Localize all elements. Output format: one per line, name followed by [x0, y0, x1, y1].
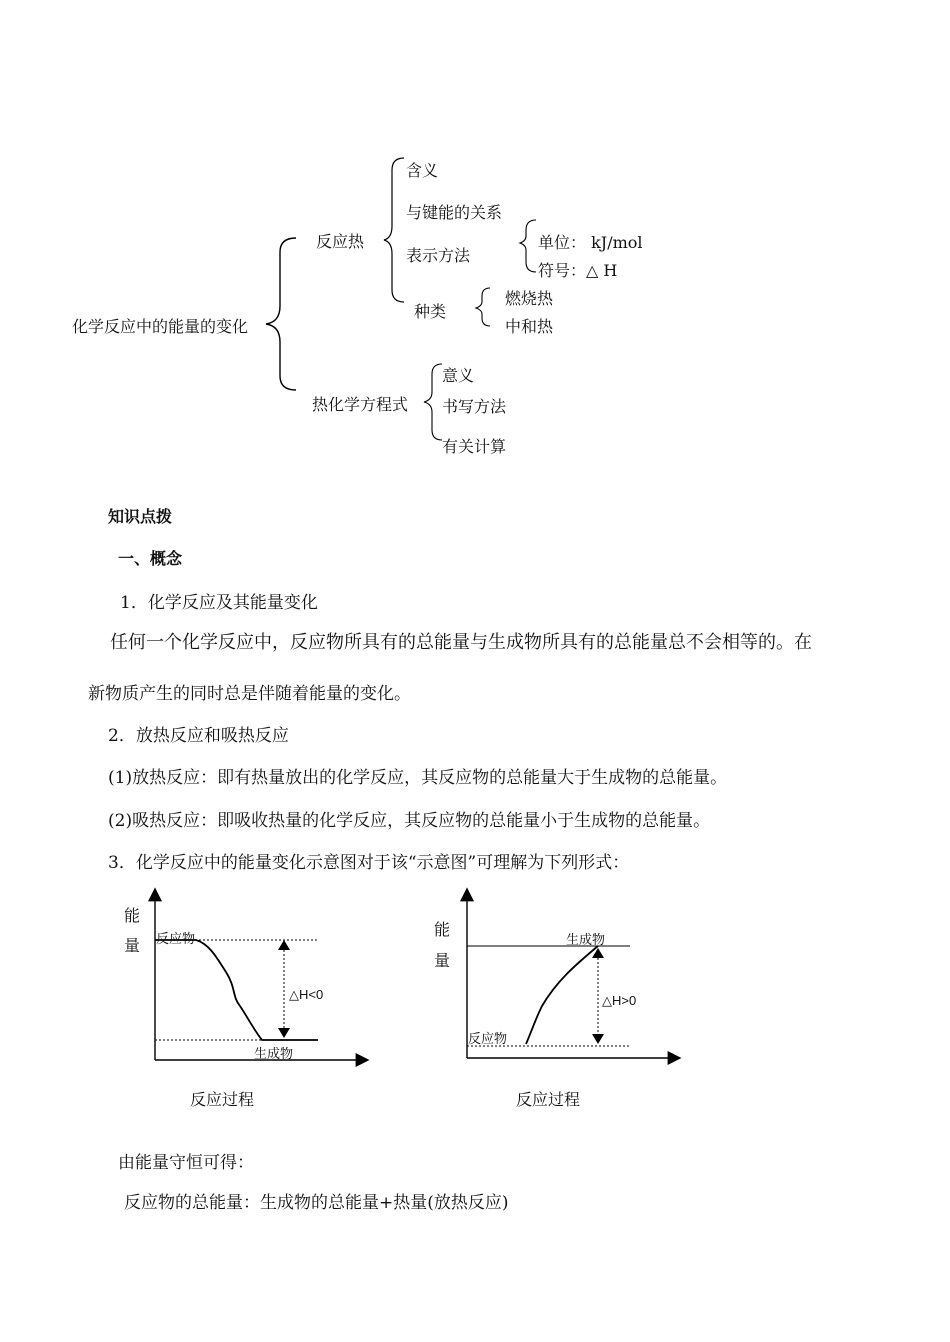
- item1-title: 1．化学反应及其能量变化: [120, 593, 318, 613]
- right-y-label-1: 能: [434, 920, 451, 939]
- outline-eq-writing: 书写方法: [442, 397, 507, 416]
- right-reactant-label: 反应物: [468, 1032, 508, 1047]
- outline-branch-reaction-heat: 反应热: [316, 232, 365, 251]
- outline-eq-calc: 有关计算: [442, 437, 507, 456]
- section-concepts: 一、概念: [118, 549, 183, 568]
- item2-endothermic: (2)吸热反应：即吸收热量的化学反应，其反应物的总能量小于生成物的总能量。: [108, 811, 711, 831]
- outline-meaning: 含义: [406, 161, 439, 180]
- item2-exothermic: (1)放热反应：即有热量放出的化学反应，其反应物的总能量大于生成物的总能量。: [108, 768, 728, 788]
- outline-unit: 单位： kJ/mol: [538, 233, 643, 252]
- left-y-label-2: 量: [124, 936, 141, 955]
- conclusion-line1: 由能量守恒可得：: [118, 1153, 254, 1173]
- right-energy-curve: [526, 946, 598, 1044]
- outline-eq-meaning: 意义: [442, 366, 475, 385]
- right-delta-label: △H>0: [602, 993, 637, 1008]
- item1-line1: 任何一个化学反应中，反应物所具有的总能量与生成物所具有的总能量总不会相等的。在: [110, 632, 812, 653]
- outline-bond-energy: 与键能的关系: [406, 203, 503, 222]
- item2-title: 2．放热反应和吸热反应: [108, 726, 289, 746]
- outline-representation: 表示方法: [406, 246, 471, 265]
- outline-kinds: 种类: [414, 302, 447, 321]
- right-product-label: 生成物: [566, 933, 606, 948]
- section-heading: 知识点拨: [108, 507, 173, 526]
- outline-branch-thermo-equation: 热化学方程式: [312, 395, 409, 414]
- outline-combustion-heat: 燃烧热: [505, 289, 554, 308]
- right-y-label-2: 量: [434, 951, 451, 970]
- conclusion-line2: 反应物的总能量：生成物的总能量+热量(放热反应): [124, 1193, 509, 1213]
- left-product-label: 生成物: [254, 1047, 294, 1062]
- item1-line2: 新物质产生的同时总是伴随着能量的变化。: [88, 684, 411, 704]
- item3-title: 3．化学反应中的能量变化示意图对于该“示意图”可理解为下列形式：: [108, 853, 630, 873]
- left-reactant-label: 反应物: [156, 932, 196, 947]
- diagram-exothermic: [155, 893, 364, 1060]
- right-x-caption: 反应过程: [516, 1090, 581, 1109]
- left-y-label-1: 能: [124, 906, 141, 925]
- left-delta-label: △H<0: [289, 987, 324, 1002]
- outline-neutralization-heat: 中和热: [505, 317, 554, 336]
- outline-root: 化学反应中的能量的变化: [72, 317, 249, 336]
- outline-symbol: 符号：△ H: [538, 261, 618, 280]
- left-x-caption: 反应过程: [190, 1090, 255, 1109]
